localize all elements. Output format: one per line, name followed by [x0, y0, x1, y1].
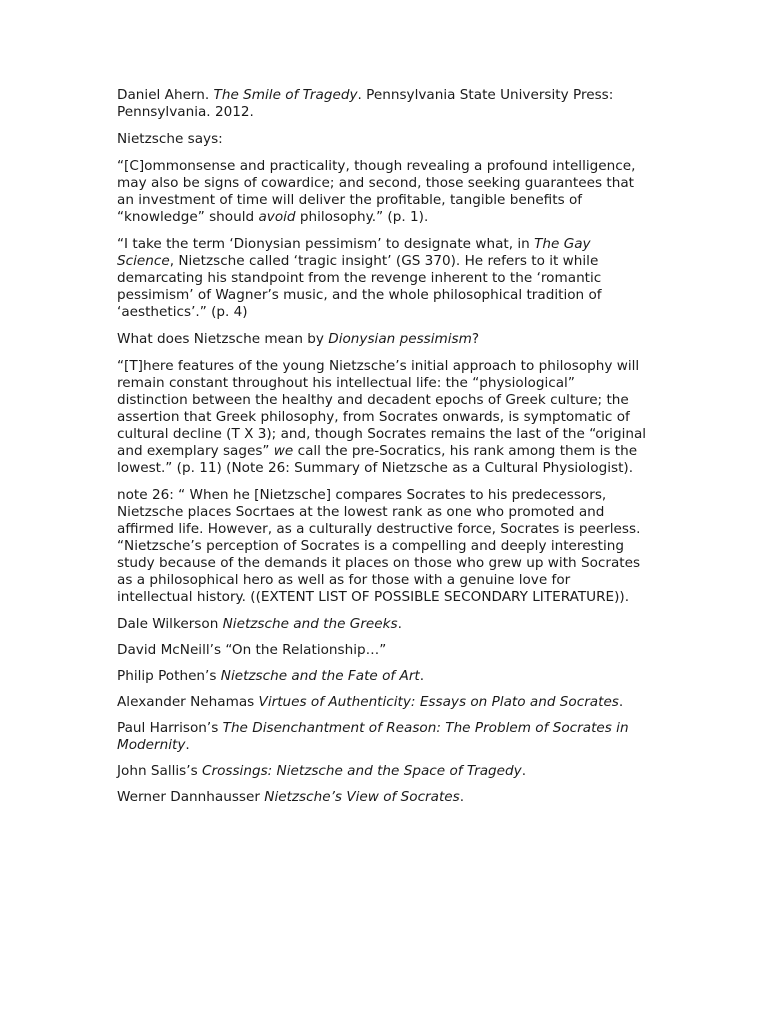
- bibliography-title: Crossings: Nietzsche and the Space of Tragedy: [201, 763, 522, 779]
- note-26-paragraph: note 26: “ When he [Nietzsche] compares Socrates to his predecessors, Nietzsche places Socrtaes at the lowest rank as one who promoted and affirmed life. However, as a culturally destructive force, Socrates is peerless. “Nietzsche’s perception of Socrates is a compelling and deeply interesting study because of the demands it places on those who grew up with Socrates as a philosophical hero as well as for those with a genuine love for intellectual history. ((EXTENT LIST OF POSSIBLE SECONDARY LITERATURE)).: [117, 487, 641, 605]
- bibliography-tail: .: [459, 789, 465, 805]
- bibliography-item: [117, 642, 647, 659]
- bibliography-title: Nietzsche’s View of Socrates: [264, 789, 460, 805]
- bibliography-title: Virtues of Authenticity: Essays on Plato and Socrates: [258, 694, 619, 710]
- citation-rest: . Pennsylvania State University Press: Pennsylvania. 2012.: [117, 87, 614, 120]
- quote-3-emphasis: we: [273, 443, 294, 459]
- bibliography-author: David McNeill’s “On the Relationship…”: [117, 642, 387, 658]
- document-page: [117, 87, 647, 815]
- quote-1-emphasis: avoid: [258, 209, 296, 225]
- quote-1-tail: philosophy.” (p. 1).: [295, 209, 429, 225]
- citation-paragraph: [117, 87, 647, 121]
- bibliography-author: Philip Pothen’s: [117, 668, 221, 684]
- question-tail: ?: [471, 331, 480, 347]
- bibliography-title: The Disenchantment of Reason: The Problem of Socrates in Modernity: [117, 720, 629, 753]
- question-emphasis: Dionysian pessimism: [328, 331, 472, 347]
- bibliography-tail: .: [185, 737, 190, 753]
- citation-author: Daniel Ahern.: [117, 87, 214, 103]
- bibliography-title: Nietzsche and the Fate of Art: [220, 668, 420, 684]
- bibliography-item: [117, 668, 647, 685]
- bibliography-author: Dale Wilkerson: [117, 616, 223, 632]
- bibliography-item: [117, 789, 647, 806]
- quote-3-tail: call the pre-Socratics, his rank among them is the lowest.” (p. 11) (Note 26: Summary of Nietzsche as a Cultural Physiologist).: [117, 443, 638, 476]
- bibliography-tail: .: [419, 668, 425, 684]
- bibliography-author: John Sallis’s: [117, 763, 202, 779]
- question-paragraph: [117, 331, 647, 348]
- bibliography-title: Nietzsche and the Greeks: [222, 616, 398, 632]
- bibliography-item: [117, 763, 647, 780]
- quote-3-paragraph: [117, 358, 647, 477]
- bibliography-author: Alexander Nehamas: [117, 694, 259, 710]
- bibliography-item: [117, 616, 647, 633]
- bibliography-author: Werner Dannhausser: [117, 789, 265, 805]
- citation-title: The Smile of Tragedy: [213, 87, 358, 103]
- quote-2-text: “I take the term ‘Dionysian pessimism’ to designate what, in: [117, 236, 535, 252]
- bibliography-tail: .: [521, 763, 527, 779]
- intro-paragraph: Nietzsche says:: [117, 131, 223, 147]
- quote-1-paragraph: [117, 158, 647, 226]
- quote-2-emphasis: The Gay Science: [117, 236, 591, 269]
- bibliography-author: Paul Harrison’s: [117, 720, 223, 736]
- bibliography-tail: .: [397, 616, 402, 632]
- quote-3-text: “[T]here features of the young Nietzsche’s initial approach to philosophy will remain constant throughout his intellectual life: the “physiological” distinction between the healthy and decadent epochs of Greek culture; the assertion that Greek philosophy, from Socrates onwards, is symptomatic of cultural decline (T X 3); and, though Socrates remains the last of the “original and exemplary sages”: [117, 358, 647, 459]
- bibliography-item: [117, 694, 647, 711]
- question-text: What does Nietzsche mean by: [117, 331, 329, 347]
- bibliography-tail: .: [618, 694, 624, 710]
- quote-1-text: “[C]ommonsense and practicality, though revealing a profound intelligence, may also be signs of cowardice; and second, those seeking guarantees that an investment of time will deliver the profitable, tangible benefits of “knowledge” should: [117, 158, 636, 225]
- bibliography-item: [117, 720, 647, 754]
- quote-2-tail: , Nietzsche called ‘tragic insight’ (GS 370). He refers to it while demarcating his standpoint from the revenge inherent to the ‘romantic pessimism’ of Wagner’s music, and the whole philosophical tradition of ‘aesthetics’.” (p. 4): [117, 253, 602, 320]
- quote-2-paragraph: [117, 236, 647, 321]
